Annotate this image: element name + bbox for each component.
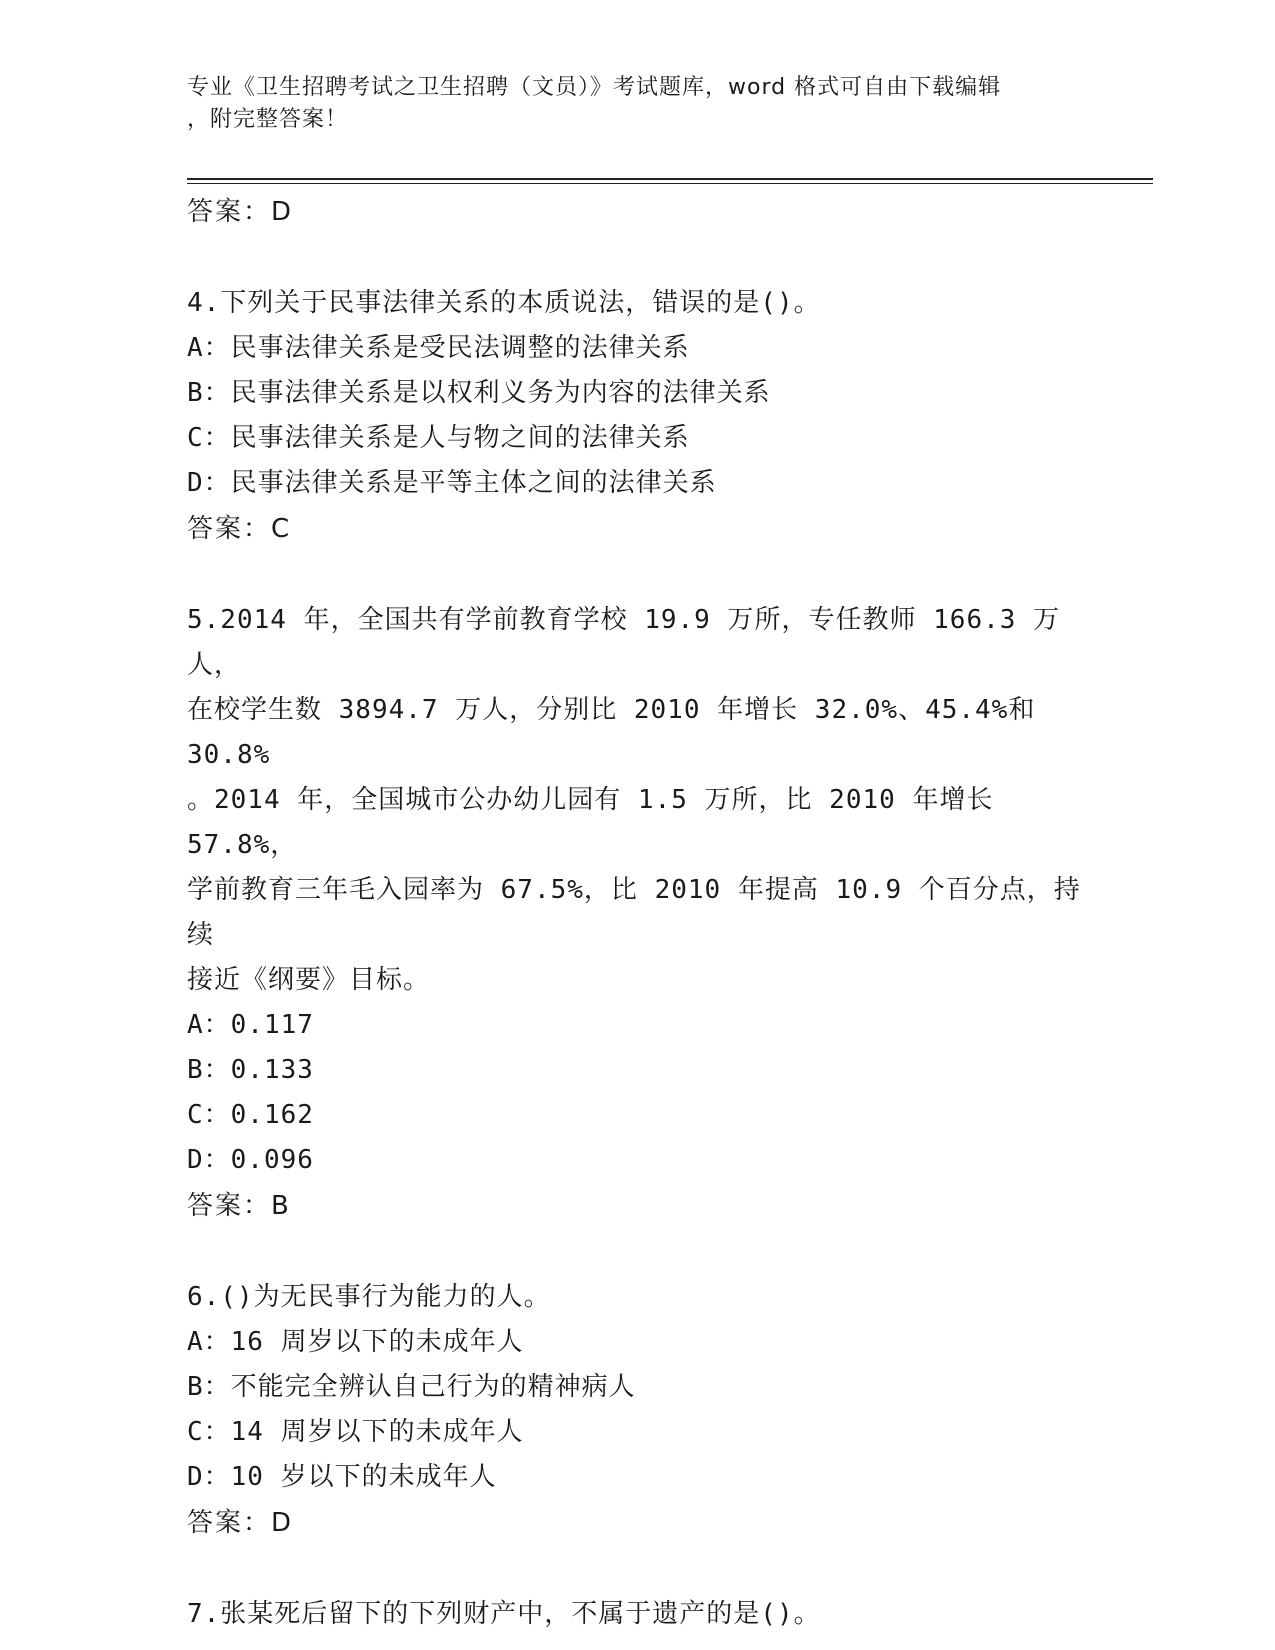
option-d: D：民事法律关系是平等主体之间的法律关系 xyxy=(187,468,717,498)
header-line-2: ，附完整答案！ xyxy=(187,107,349,132)
question-stem-line: 5.2014 年，全国共有学前教育学校 19.9 万所，专任教师 166.3 万人， xyxy=(187,605,1061,680)
option-a: A：0.117 xyxy=(187,1010,314,1040)
option-b: B：不能完全辨认自己行为的精神病人 xyxy=(187,1372,636,1402)
question-6 xyxy=(187,1275,1087,1546)
option-a: A：民事法律关系是受民法调整的法律关系 xyxy=(187,333,690,363)
question-stem-line: 在校学生数 3894.7 万人，分别比 2010 年增长 32.0%、45.4%和 30.8% xyxy=(187,695,1036,770)
spacer xyxy=(187,552,1087,598)
question-7 xyxy=(187,1592,1087,1637)
spacer xyxy=(187,1229,1087,1275)
question-stem-line: 学前教育三年毛入园率为 67.5%，比 2010 年提高 10.9 个百分点，持续 xyxy=(187,875,1081,950)
option-b: B：民事法律关系是以权利义务为内容的法律关系 xyxy=(187,378,771,408)
question-4 xyxy=(187,281,1087,552)
option-a: A：16 周岁以下的未成年人 xyxy=(187,1327,524,1357)
question-stem-line: 接近《纲要》目标。 xyxy=(187,965,431,995)
question-5 xyxy=(187,598,1087,1229)
question-list xyxy=(187,189,1087,1637)
question-stem: 6.()为无民事行为能力的人。 xyxy=(187,1282,551,1312)
answer: 答案：B xyxy=(187,1191,291,1221)
spacer xyxy=(187,1546,1087,1592)
option-d: D：0.096 xyxy=(187,1145,314,1175)
header-line-1: 专业《卫生招聘考试之卫生招聘（文员）》考试题库，word 格式可自由下载编辑 xyxy=(187,75,1002,100)
option-b: B：0.133 xyxy=(187,1055,314,1085)
document-header xyxy=(187,72,1087,136)
option-c: C：民事法律关系是人与物之间的法律关系 xyxy=(187,423,690,453)
option-c: C：0.162 xyxy=(187,1100,314,1130)
header-divider-thin xyxy=(187,183,1153,184)
option-c: C：14 周岁以下的未成年人 xyxy=(187,1417,524,1447)
question-stem: 7.张某死后留下的下列财产中，不属于遗产的是()。 xyxy=(187,1599,821,1629)
header-divider-thick xyxy=(187,178,1153,180)
option-d: D：10 岁以下的未成年人 xyxy=(187,1462,497,1492)
answer: 答案：C xyxy=(187,514,292,544)
question-stem-line: 。2014 年，全国城市公办幼儿园有 1.5 万所，比 2010 年增长 57.8%， xyxy=(187,785,994,860)
spacer xyxy=(187,235,1087,281)
answer: 答案：D xyxy=(187,1508,294,1538)
previous-answer: 答案：D xyxy=(187,197,294,227)
question-stem: 4.下列关于民事法律关系的本质说法，错误的是()。 xyxy=(187,288,821,318)
